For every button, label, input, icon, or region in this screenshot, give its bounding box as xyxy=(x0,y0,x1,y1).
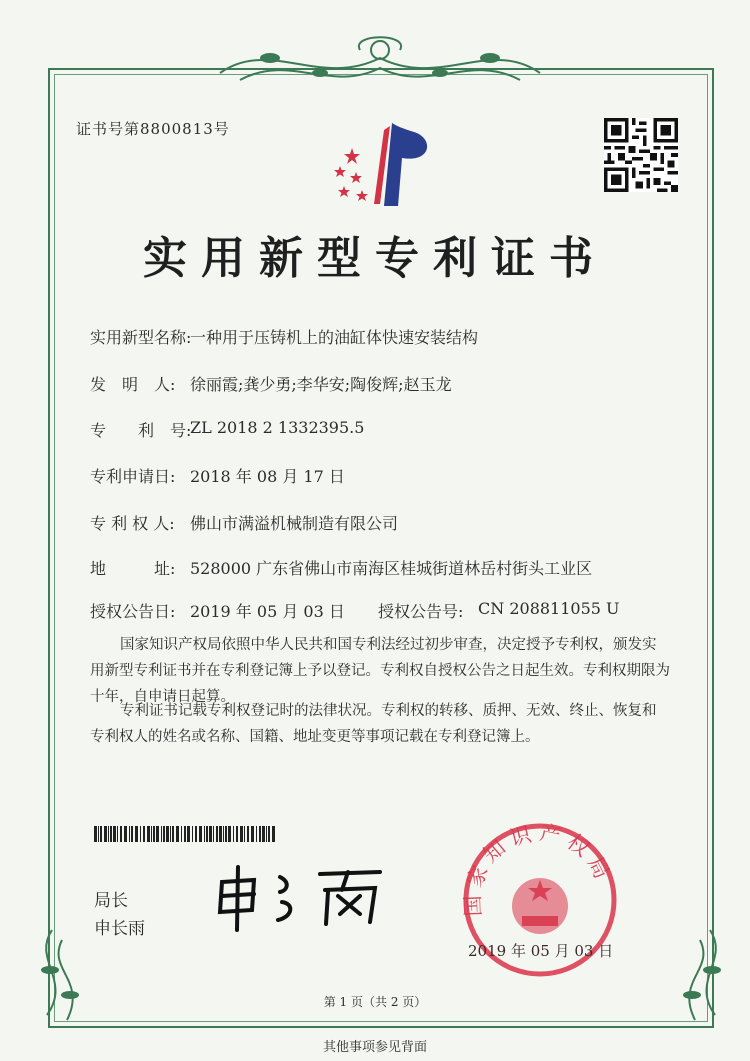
seal-text: 国家知识产权局 xyxy=(460,820,617,917)
signature-name: 申长雨 xyxy=(94,919,145,939)
field-label-patent-number: 专 利 号: xyxy=(90,421,192,440)
seal-date: 2019 年 05 月 03 日 xyxy=(468,942,614,960)
field-label-address: 地 址: xyxy=(90,559,176,578)
page-number: 第 1 页（共 2 页） xyxy=(323,995,427,1009)
field-label-application-date: 专利申请日: xyxy=(90,467,176,486)
field-value-patent-number: ZL 2018 2 1332395.5 xyxy=(190,418,365,437)
field-value-inventor: 徐丽霞;龚少勇;李华安;陶俊辉;赵玉龙 xyxy=(190,375,452,394)
top-ornament-icon xyxy=(180,28,580,98)
field-value-name: 一种用于压铸机上的油缸体快速安装结构 xyxy=(190,328,479,347)
certificate-title: 实用新型专利证书 xyxy=(143,233,607,284)
field-label-patentee: 专 利 权 人: xyxy=(90,514,175,533)
field-value-patentee: 佛山市满溢机械制造有限公司 xyxy=(190,514,399,533)
field-value-address: 528000 广东省佛山市南海区桂城街道林岳村街头工业区 xyxy=(190,559,593,578)
field-value-announcement-number: CN 208811055 U xyxy=(478,599,620,618)
field-label-grant-date: 授权公告日: xyxy=(90,602,176,621)
field-label-name: 实用新型名称: xyxy=(90,328,192,347)
handwritten-signature-icon xyxy=(210,862,390,932)
barcode-icon xyxy=(94,826,278,842)
qr-code-icon xyxy=(604,118,678,192)
field-label-inventor: 发 明 人: xyxy=(90,375,176,394)
corner-ornament-icon xyxy=(650,920,740,1030)
footer-note: 其他事项参见背面 xyxy=(322,1040,427,1055)
field-value-application-date: 2018 年 08 月 17 日 xyxy=(190,467,345,486)
patent-office-logo-icon xyxy=(322,118,442,210)
certificate-number: 证书号第8800813号 xyxy=(76,120,230,138)
signature-title: 局长 xyxy=(94,891,128,911)
statement-paragraph: 国家知识产权局依照中华人民共和国专利法经过初步审查，决定授予专利权，颁发实用新型专利证书并在专利登记簿上予以登记。专利权自授权公告之日起生效。专利权期限为十年，自申请日起算。 xyxy=(90,637,670,705)
statement-paragraph: 专利证书记载专利权登记时的法律状况。专利权的转移、质押、无效、终止、恢复和专利权人的姓名或名称、国籍、地址变更等事项记载在专利登记簿上。 xyxy=(90,703,657,745)
field-label-announcement-number: 授权公告号: xyxy=(378,602,464,621)
field-value-grant-date: 2019 年 05 月 03 日 xyxy=(190,602,345,621)
